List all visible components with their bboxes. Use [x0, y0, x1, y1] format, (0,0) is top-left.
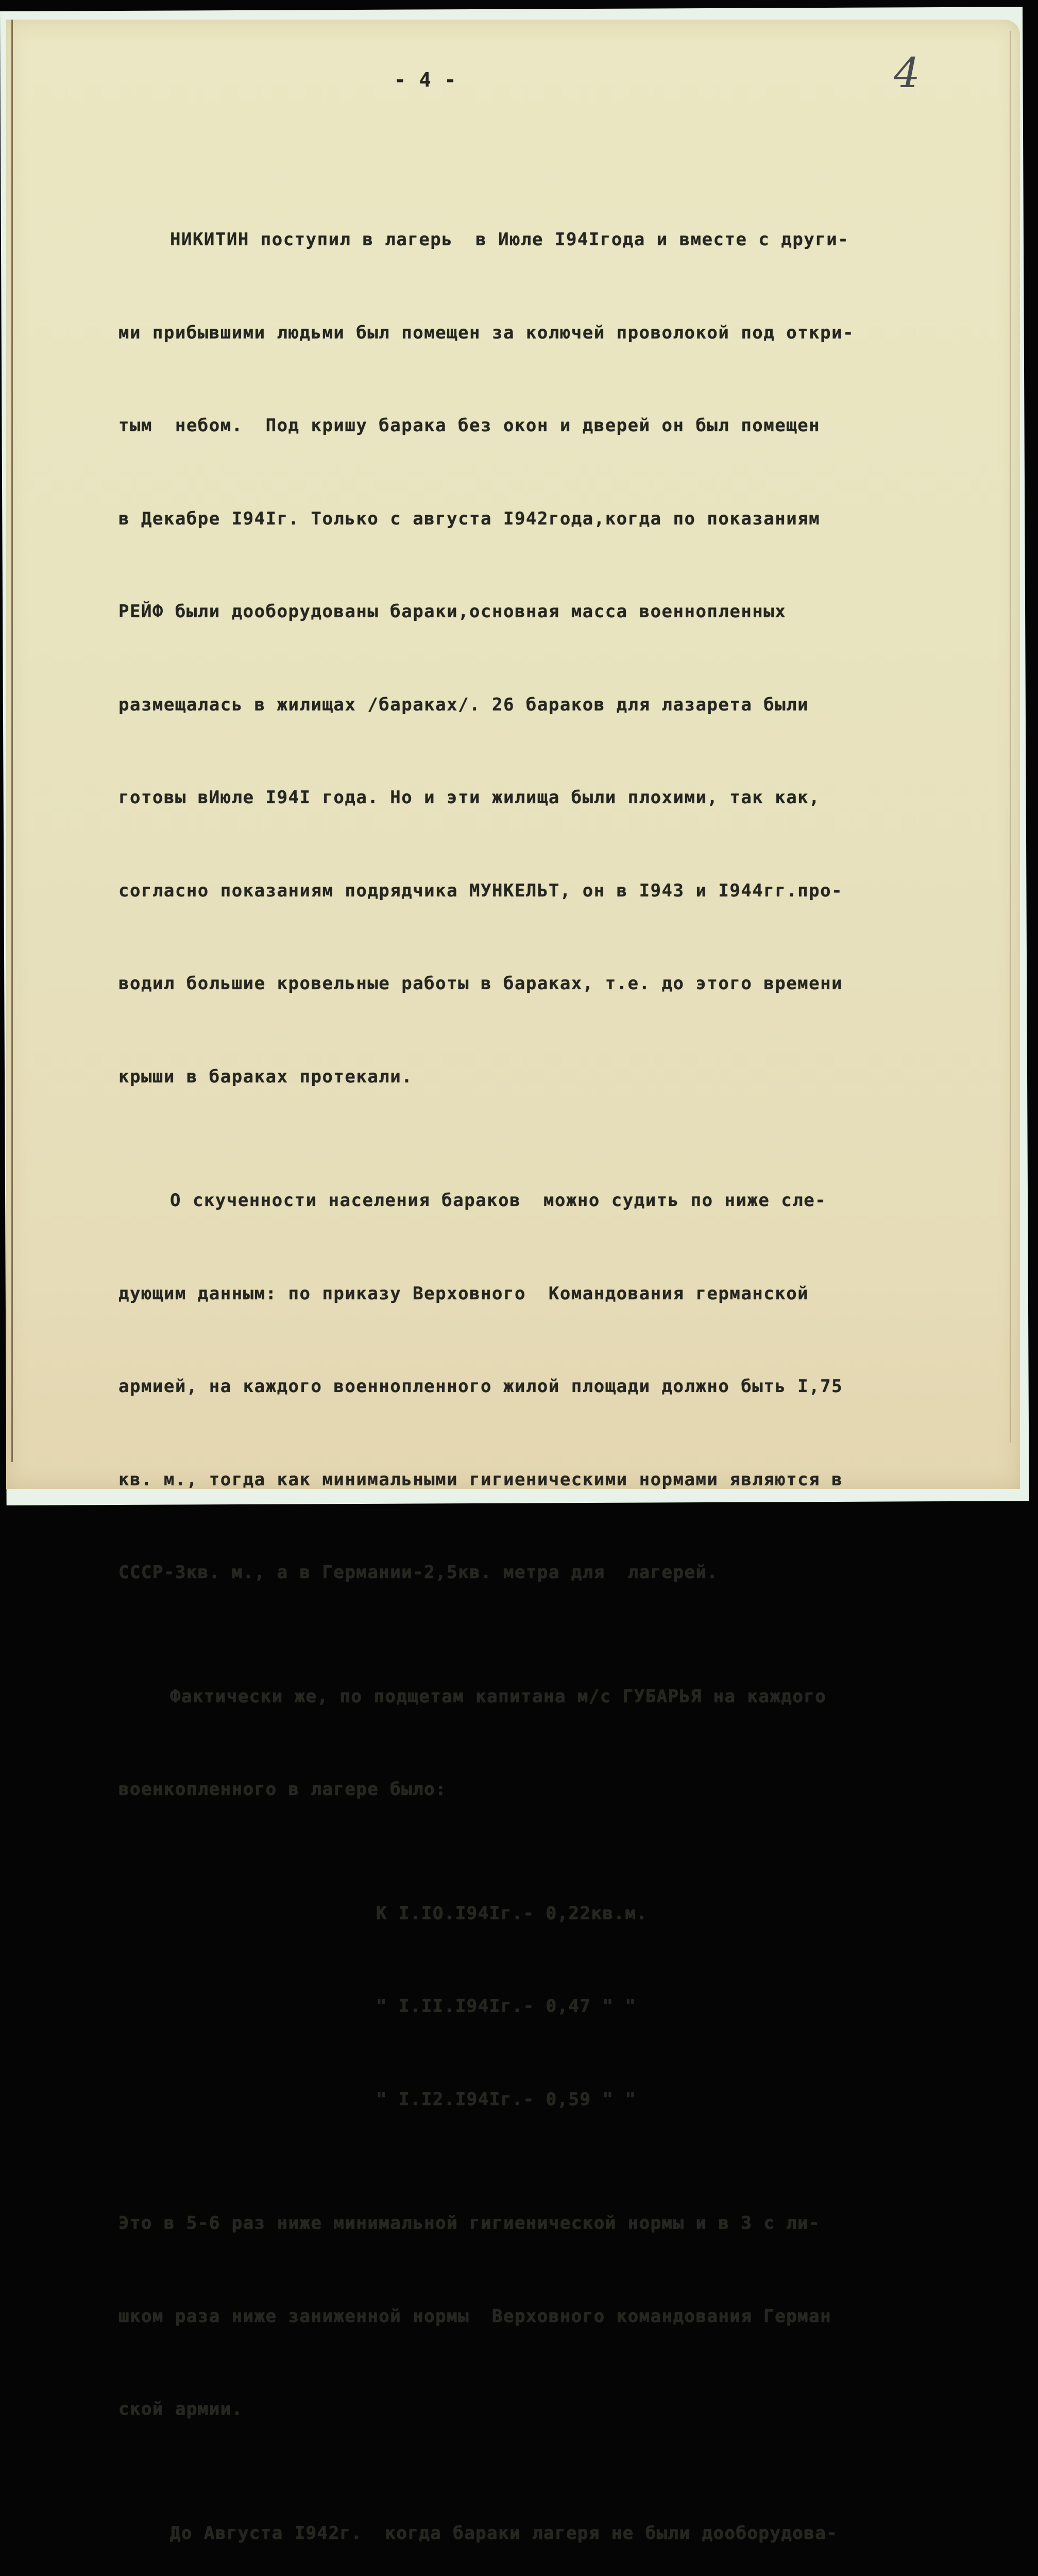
text-line: О скученности населения бараков можно судить по ниже сле-	[170, 1190, 827, 1211]
area-table-row: К I.IO.I94Iг.- 0,22кв.м.	[376, 1903, 648, 1924]
text-line: военкопленного в лагере было:	[118, 1779, 447, 1800]
row-unit: кв.м.	[591, 1903, 648, 1924]
text-line: НИКИТИН поступил в лагерь в Июле I94Iгода и вместе с други-	[170, 229, 849, 250]
document-body	[118, 131, 953, 2576]
row-value: 0,47	[546, 1996, 591, 2016]
text-line: Фактически же, по подщетам капитана м/с ГУБАРЬЯ на каждого	[170, 1686, 827, 1707]
row-date: I.I2.I94Iг.	[398, 2089, 523, 2110]
binding-fold-line	[11, 20, 13, 1462]
text-line: согласно показаниям подрядчика МУНКЕЛЬТ, он в I943 и I944гг.про-	[118, 880, 843, 901]
row-prefix: "	[376, 1996, 387, 2016]
text-line: До Августа I942г. когда бараки лагеря не были дооборудова-	[170, 2522, 838, 2544]
text-line: армией, на каждого военнопленного жилой площади должно быть I,75	[118, 1376, 843, 1397]
row-unit: " "	[602, 2089, 637, 2110]
text-line: крыши в бараках протекали.	[118, 1066, 413, 1087]
text-line: тым небом. Под кришу барака без окон и дверей он был помещен	[118, 415, 821, 436]
archive-sheet-number: 4	[894, 49, 920, 97]
area-table-row: " I.I2.I94Iг.- 0,59 " "	[376, 2089, 637, 2110]
text-line: ми прибывшими людьми был помещен за колючей проволокой под откри-	[118, 322, 855, 343]
text-line: Это в 5-6 раз ниже минимальной гигиенической нормы и в 3 с ли-	[118, 2213, 821, 2233]
row-date: I.IO.I94Iг.	[398, 1903, 523, 1924]
text-line: кв. м., тогда как минимальными гигиеническими нормами являются в	[118, 1469, 843, 1490]
text-line: РЕЙФ были дооборудованы бараки,основная масса военнопленных	[118, 601, 787, 622]
row-prefix: "	[376, 2089, 387, 2110]
area-table-row: " I.II.I94Iг.- 0,47 " "	[376, 1996, 637, 2016]
page-edge	[1010, 31, 1011, 1443]
text-line: готовы вИюле I94I года. Но и эти жилища были плохими, так как,	[118, 787, 821, 808]
text-line: шком раза ниже заниженной нормы Верховного командования Герман	[118, 2306, 832, 2327]
text-line: в Декабре I94Iг. Только с августа I942года,когда по показаниям	[118, 508, 821, 529]
row-unit: " "	[602, 1996, 637, 2016]
text-line: дующим данным: по приказу Верховного Командования германской	[118, 1283, 809, 1304]
text-line: ской армии.	[118, 2399, 243, 2419]
text-line: СССР-3кв. м., а в Германии-2,5кв. метра для лагерей.	[118, 1562, 719, 1583]
text-line: водил большие кровельные работы в бараках, т.е. до этого времени	[118, 973, 843, 994]
row-date: I.II.I94Iг.	[398, 1996, 523, 2016]
row-value: 0,22	[546, 1903, 591, 1924]
text-line: размещалась в жилищах /бараках/. 26 бараков для лазарета были	[118, 694, 809, 715]
page-number: - 4 -	[394, 69, 457, 91]
row-value: 0,59	[546, 2089, 591, 2110]
row-prefix: К	[376, 1903, 387, 1924]
